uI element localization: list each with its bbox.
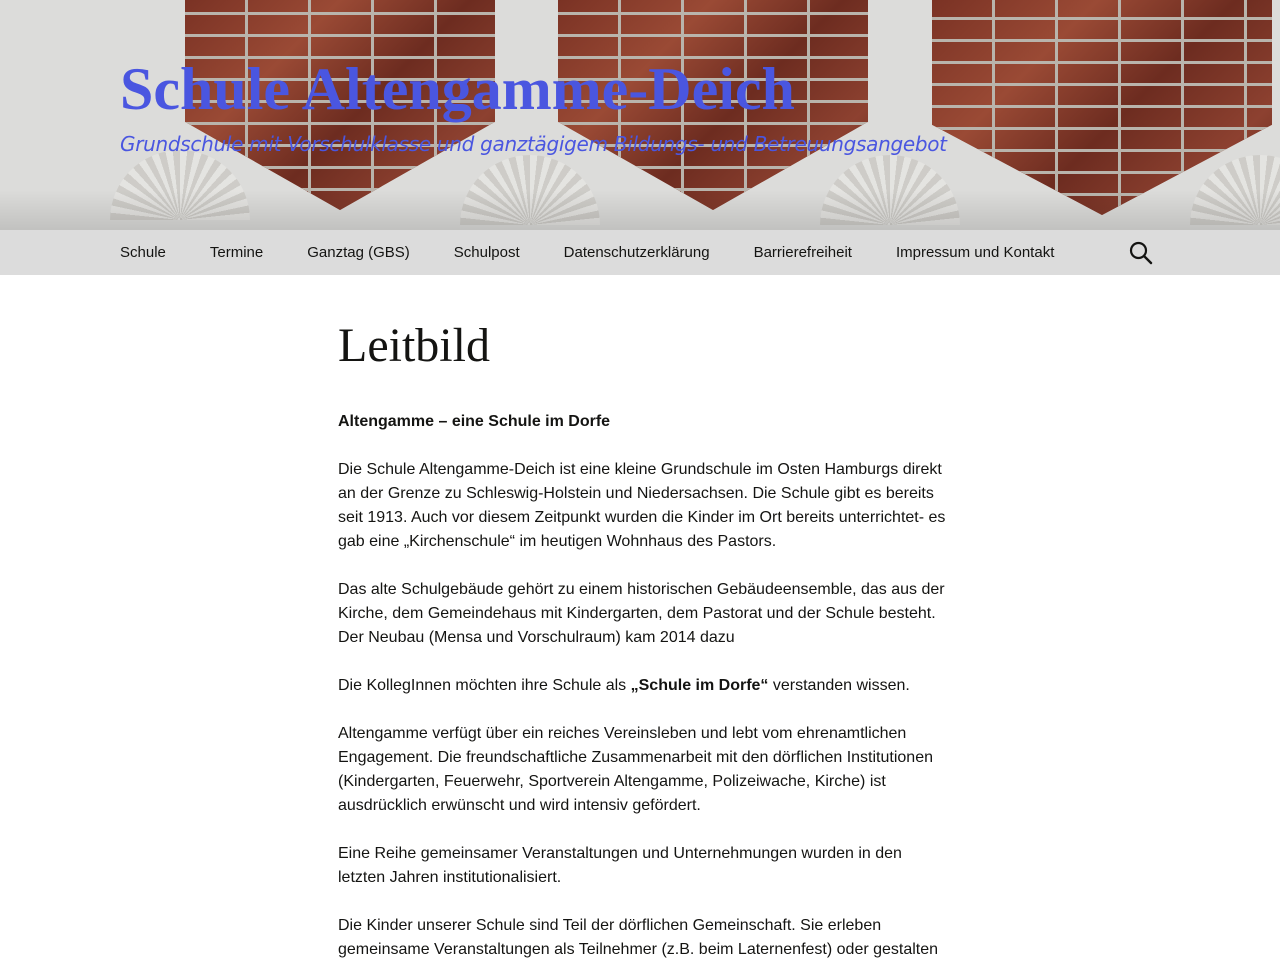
search-icon [1128,240,1154,266]
entry-content [338,410,950,960]
paragraph-community: Altengamme verfügt über ein reiches Vereinsleben und lebt vom ehrenamtlichen Engagement. Die freundschaftliche Zusammenarbeit mit den dörflichen Institutionen (Kindergarten, Feuerwehr, Sportverein Altengamme, Polizeiwache, Kirche) ist ausdrücklich erwünscht und wird intensiv gefördert. [338,725,933,814]
emphasis-text: „Schule im Dorfe“ [630,677,769,694]
nav-item-barrierefreiheit[interactable]: Barrierefreiheit [753,244,852,261]
paragraph-building: Das alte Schulgebäude gehört zu einem historischen Gebäudeensemble, das aus der Kirche, dem Gemeindehaus mit Kindergarten, dem Pastorat und der Schule besteht. Der Neubau (Mensa und Vorschulraum) kam 2014 dazu [338,581,945,646]
paragraph-children: Die Kinder unserer Schule sind Teil der dörflichen Gemeinschaft. Sie erleben gemeinsame Veranstaltungen als Teilnehmer (z.B. beim Laternenfest) oder gestalten [338,917,939,958]
nav-menu [98,230,1076,275]
nav-item-schule[interactable]: Schule [120,244,166,261]
nav-item-datenschutz[interactable]: Datenschutzerklärung [563,244,710,261]
nav-item-schulpost[interactable]: Schulpost [453,244,520,261]
nav-item-termine[interactable]: Termine [209,244,264,261]
site-header [0,0,1280,230]
page-title: Leitbild [338,319,490,372]
paragraph-history: Die Schule Altengamme-Deich ist eine kleine Grundschule im Osten Hamburgs direkt an der Grenze zu Schleswig-Holstein und Niedersachsen. Die Schule gibt es bereits seit 1913. Auch vor diesem Zeitpunkt wurden die Kinder im Ort bereits unterrichtet- es gab eine „Kirchenschule“ im heutigen Wohnhaus des Pastors. [338,461,946,550]
main-navigation [0,230,1280,275]
site-description: Grundschule mit Vorschulklasse und ganztägigem Bildungs- und Betreuungsangebot [120,132,947,156]
paragraph-events: Eine Reihe gemeinsamer Veranstaltungen und Unternehmungen wurden in den letzten Jahren institutionalisiert. [338,845,902,886]
paragraph-text: Die KollegInnen möchten ihre Schule als [338,677,631,694]
nav-item-impressum[interactable]: Impressum und Kontakt [895,244,1055,261]
paragraph-dorfschule [338,674,950,698]
paragraph-text: verstanden wissen. [768,677,910,694]
header-shade [0,190,1280,230]
intro-heading: Altengamme – eine Schule im Dorfe [338,413,611,430]
main-content [338,318,950,960]
nav-item-ganztag[interactable]: Ganztag (GBS) [307,244,410,261]
site-title-link[interactable]: Schule Altengamme-Deich [120,56,795,122]
search-button[interactable] [1128,240,1154,266]
